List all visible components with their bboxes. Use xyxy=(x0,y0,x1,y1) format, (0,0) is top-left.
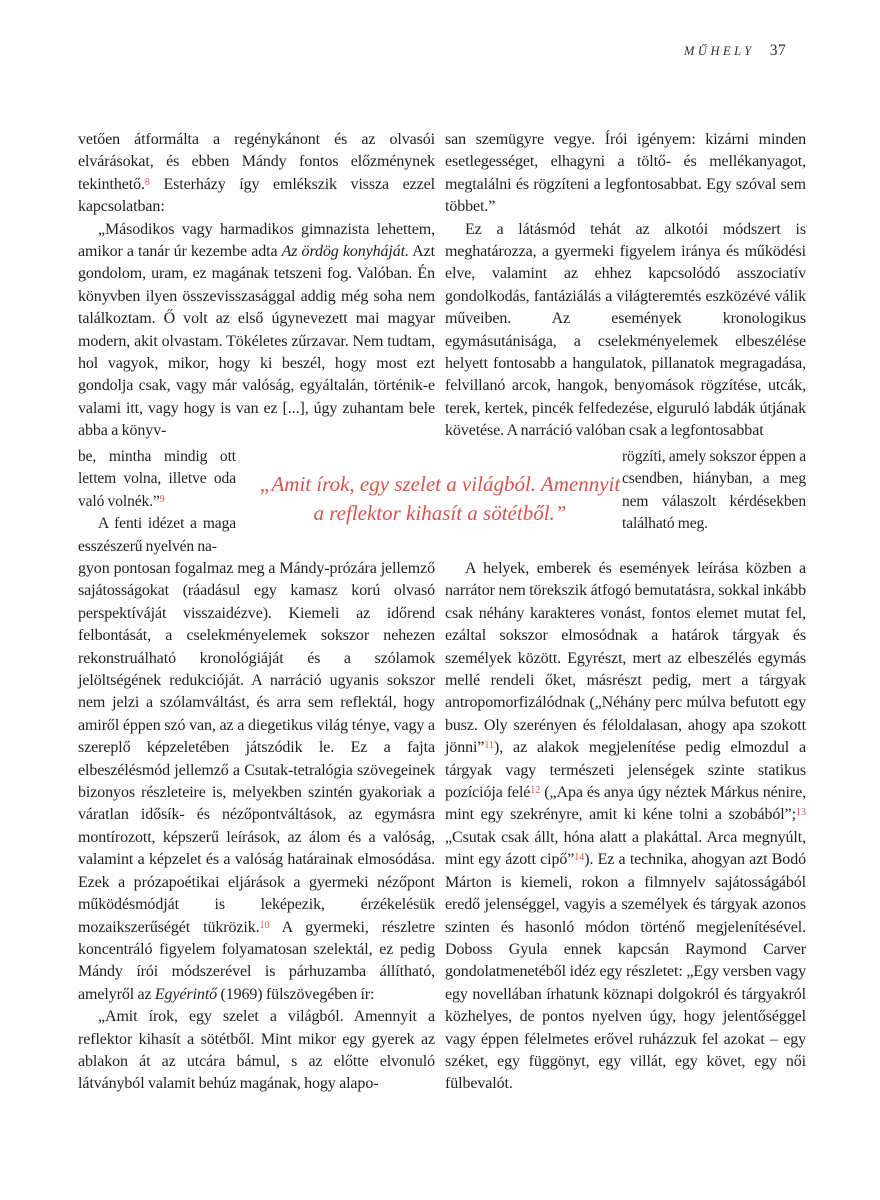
text-segment: „Másodikos vagy harmadikos gimnazista lehettem, amikor a tanár úr kezembe adta xyxy=(78,220,435,261)
paragraph xyxy=(78,219,435,443)
paragraph xyxy=(78,513,236,558)
text-segment: ). Ez a technika, ahogyan azt Bodó Márton is kiemeli, rokon a filmnyelv sajátosságából eredő jelenséggel, vagyis a személyek és tárgyak azonos szinten és hasonló módon történő megjelenítésével. Doboss Gyula ennek kapcsán Raymond Carver gondolatmenetéből idéz egy részletet: „Egy versben vagy egy novellában írhatunk köznapi dolgokról és tárgyakról közhelyes, de pontos nyelven úgy, hogy jelentőséggel vagy éppen félelmetes erővel ruházzuk fel azokat – egy széket, egy függönyt, egy villát, egy követ, egy női fülbevalót. xyxy=(445,851,806,1093)
right-column-bottom xyxy=(445,558,806,1096)
book-title: Az ördög konyháját. xyxy=(281,243,409,261)
left-column-top xyxy=(78,129,435,445)
paragraph xyxy=(78,129,435,219)
footnote-ref-13: 13 xyxy=(796,807,806,819)
text-segment: („Apa és anya úgy néztek Márkus nénire, mint egy szekrényre, amit ki kéne tolni a szobából”; xyxy=(445,784,807,824)
paragraph xyxy=(445,129,806,219)
left-column-bottom xyxy=(78,558,435,1096)
journal-section-title: MŰHELY xyxy=(684,44,755,58)
text-segment: vetően átformálta a regénykánont és az olvasói elvárásokat, és ebben Mándy fontos előzménynek tekinthető. xyxy=(78,131,435,193)
paragraph xyxy=(445,219,806,443)
text-segment: rögzíti, amely sokszor éppen a csendben, hiányban, a meg nem válaszolt kérdésekben található meg. xyxy=(622,448,806,533)
pull-quote-line: „Amit írok, egy szelet a világból. Amennyit xyxy=(259,472,621,496)
paragraph xyxy=(78,1006,435,1096)
paragraph xyxy=(445,558,806,1096)
text-segment: „Amit írok, egy szelet a világból. Amennyit a reflektor kihasít a sötétből. Mint mikor egy gyerek az ablakon át az utcára bámul, s az előtte elvonuló látványból valamit behúz magának, hogy alapo- xyxy=(78,1008,435,1093)
pull-quote-line: a reflektor kihasít a sötétből.” xyxy=(313,500,567,525)
page-number: 37 xyxy=(769,42,787,59)
text-segment: Azt gondolom, uram, ez magának tetszeni fog. Valóban. Én könyvben ilyen összevisszasággal addig még soha nem találkoztam. Ő volt az első úgynevezett mai magyar modern, akit olvastam. Tökéletes zűrzavar. Nem tudtam, hol vagyok, mikor, hogy ki beszél, hogy most ezt gondolja csak, vagy már valóság, egyáltalán, történik-e valami itt, vagy hogy is van ez [...], úgy zuhantam bele abba a könyv- xyxy=(78,243,435,440)
footnote-ref-10: 10 xyxy=(259,919,270,931)
page-header xyxy=(684,42,786,60)
paragraph xyxy=(78,446,236,513)
book-title: Egyérintő xyxy=(154,985,218,1003)
footnote-ref-8: 8 xyxy=(144,176,150,188)
footnote-ref-12: 12 xyxy=(530,785,541,797)
text-segment: Esterházy így emlékszik vissza ezzel kapcsolatban: xyxy=(78,175,435,216)
text-segment: ), az alakok megjelenítése pedig elmozdul a tárgyak vagy természeti jelenségek szinte statikus pozíciója felé xyxy=(445,739,806,802)
footnote-ref-11: 11 xyxy=(484,740,495,752)
text-segment: san szemügyre vegye. Írói igényem: kizárni minden esetlegességet, elhagyni a töltő- és mellékanyagot, megtalálni és rögzíteni a legfontosabbat. Egy szóval sem többet.” xyxy=(445,131,806,216)
footnote-ref-14: 14 xyxy=(574,852,585,864)
text-segment: (1969) fülszövegében ír: xyxy=(217,985,375,1003)
text-segment: be, mintha mindig ott lettem volna, illetve oda való volnék.” xyxy=(78,448,236,510)
right-column-top xyxy=(445,129,806,445)
text-segment: gyon pontosan fogalmaz meg a Mándy-prózára jellemző sajátosságokat (ráadásul egy kamasz korú olvasó perspektíváját visszaidézve). Kiemeli az időrend felbontását, a cselekményelemek sokszor nehezen rekonstruálható kronológiáját és a szólamok jelöltségének redukcióját. A narráció ugyanis sokszor nem jelzi a szólamváltást, és arra sem reflektál, hogy amiről éppen szó van, az a diegetikus világ ténye, vagy a szereplő képzeletében játszódik le. Ez a fajta elbeszélésmód jellemző a Csutak-tetralógia szövegeinek bizonyos részleteire is, melyekben szintén gyakoriak a váratlan idősík- és nézőpontváltások, az egymásra montírozott, képszerű leírások, az álom és a valóság, valamint a képzelet és a valóság határainak elmosódása. Ezek a prózapoétikai eljárások a gyermeki nézőpont működésmódját is leképezik, érzékelésük mozaikszerűségét tükrözik. xyxy=(78,560,435,936)
text-segment: „Csutak csak állt, hóna alatt a plakáttal. Arca megnyúlt, mint egy ázott cipő” xyxy=(445,828,806,869)
left-column-narrow xyxy=(78,446,236,558)
footnote-ref-9: 9 xyxy=(159,493,165,505)
text-segment: A gyermeki, részletre koncentráló figyelem folyamatosan szelektál, ez pedig Mándy írói módszerével is párhuzamba állítható, amelyről az xyxy=(78,918,435,1003)
text-segment: A helyek, emberek és események leírása közben a narrátor nem törekszik átfogó bemutatásra, sokkal inkább csak néhány karakteres vonást, fontos elemet mutat fel, ezáltal sokszor elmosódnak a határok tárgyak és személyek között. Egyrészt, mert az elbeszélés egymás mellé rendeli őket, másrészt pedig, mert a tárgyak antropomorfizálódnak („Néhány perc múlva befutott egy busz. Oly szerényen és féloldalasan, ahogy apa szokott jönni” xyxy=(445,560,806,757)
text-segment: Ez a látásmód tehát az alkotói módszert is meghatározza, a gyermeki figyelem iránya és működési elve, valamint az ehhez kapcsolódó asszociatív gondolkodás, fantáziálás a világteremtés eszközévé válik műveiben. Az események kronologikus egymásutánisága, a cselekményelemek elbeszélése helyett fontosabb a hangulatok, pillanatok megragadása, felvillanó arcok, hangok, benyomások rögzítése, utcák, terek, kertek, pincék felfedezése, elguruló labdák útjának követése. A narráció valóban csak a legfontosabbat xyxy=(445,220,806,440)
paragraph xyxy=(78,558,435,1006)
text-segment: A fenti idézet a maga esszészerű nyelvén na- xyxy=(78,515,236,555)
paragraph xyxy=(622,446,806,536)
right-column-narrow xyxy=(622,446,806,558)
pull-quote xyxy=(236,470,644,527)
